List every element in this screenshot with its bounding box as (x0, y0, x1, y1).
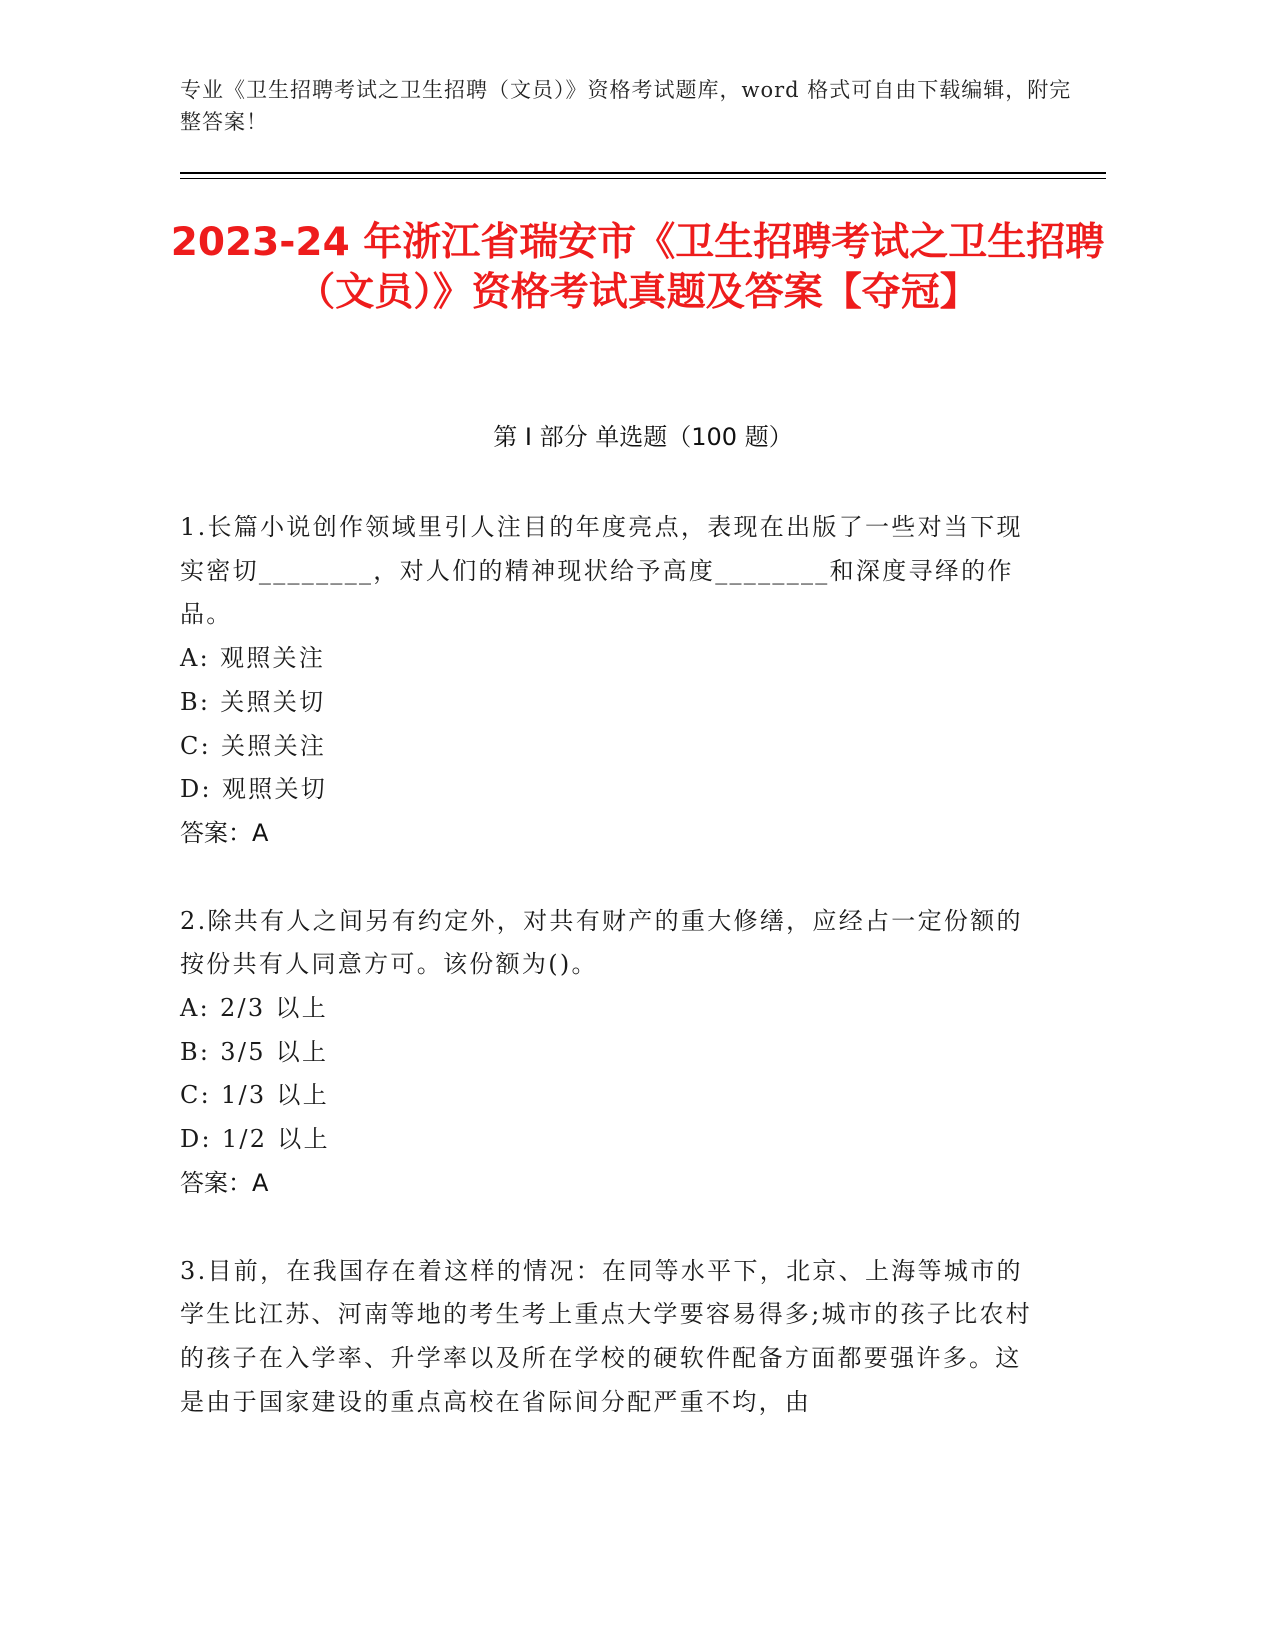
question-list (180, 506, 1040, 1468)
option-a: A: 观照关注 (180, 644, 326, 673)
question-3 (180, 1250, 1040, 1425)
option-d: D: 1/2 以上 (180, 1125, 330, 1154)
section-heading: 第 I 部分 单选题（100 题） (493, 423, 793, 451)
question-stem: 2.除共有人之间另有约定外，对共有财产的重大修缮，应经占一定份额的按份共有人同意方可。该份额为()。 (180, 906, 1023, 979)
option-a: A: 2/3 以上 (180, 994, 329, 1023)
question-1 (180, 506, 1040, 856)
header-rule-thick (180, 172, 1106, 174)
question-stem: 3.目前，在我国存在着这样的情况：在同等水平下，北京、上海等城市的学生比江苏、河南等地的考生考上重点大学要容易得多;城市的孩子比农村的孩子在入学率、升学率以及所在学校的硬软件配备方面都要强许多。这是由于国家建设的重点高校在省际间分配严重不均，由 (180, 1256, 1032, 1416)
question-stem: 1.长篇小说创作领域里引人注目的年度亮点，表现在出版了一些对当下现实密切________，对人们的精神现状给予高度________和深度寻绎的作品。 (180, 513, 1023, 629)
option-b: B: 关照关切 (180, 687, 326, 716)
question-2 (180, 900, 1040, 1206)
option-d: D: 观照关切 (180, 775, 328, 804)
answer-line: 答案：A (180, 818, 269, 847)
option-c: C: 关照关注 (180, 731, 327, 760)
document-title: 2023-24 年浙江省瑞安市《卫生招聘考试之卫生招聘（文员）》资格考试真题及答案【夺冠】 (170, 220, 1105, 315)
option-c: C: 1/3 以上 (180, 1081, 330, 1110)
header-note: 专业《卫生招聘考试之卫生招聘（文员）》资格考试题库，word 格式可自由下载编辑，附完整答案！ (180, 78, 1072, 134)
option-b: B: 3/5 以上 (180, 1037, 329, 1066)
answer-line: 答案：A (180, 1168, 269, 1197)
header-rule-thin (180, 178, 1106, 179)
